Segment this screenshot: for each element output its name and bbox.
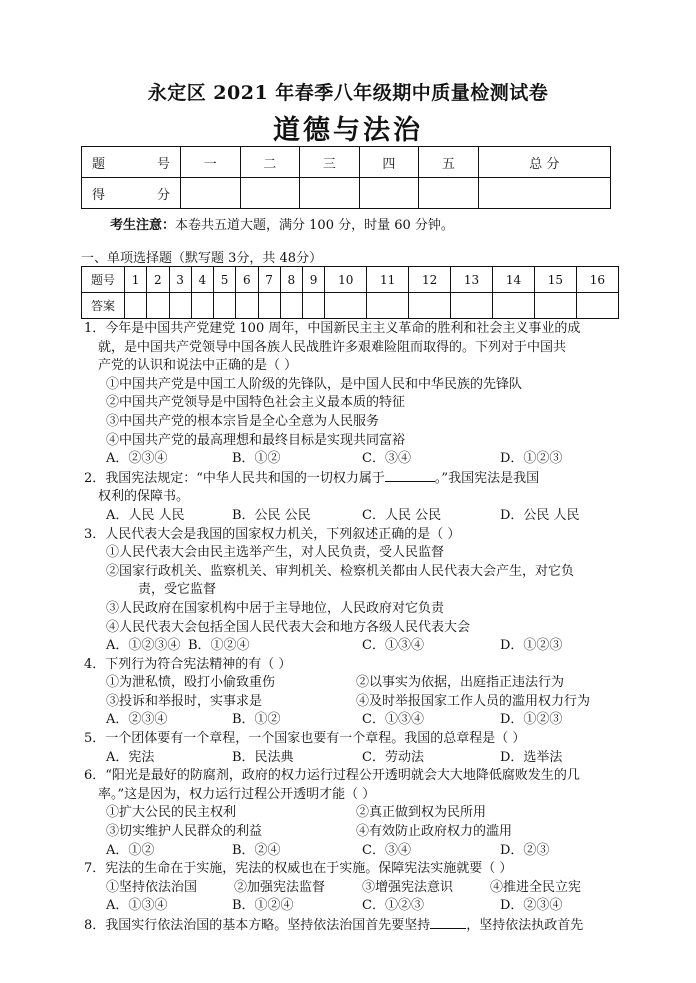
answer-cell[interactable] xyxy=(303,293,325,319)
exam-notice xyxy=(110,214,454,233)
answer-cell[interactable] xyxy=(534,293,576,319)
answer-number: 9 xyxy=(303,267,325,293)
statement: ④及时举报国家工作人员的滥用权力行为 xyxy=(356,693,591,709)
score-cell[interactable] xyxy=(359,178,419,209)
choice-c[interactable]: C．①③④ xyxy=(362,638,424,654)
statement: ④推进全民立宪 xyxy=(490,879,582,895)
score-cell[interactable] xyxy=(240,178,300,209)
question-text: 率。”这是因为，权力运行过程公开透明才能（ ） xyxy=(98,786,376,802)
answer-cell[interactable] xyxy=(451,293,493,319)
choice-b[interactable]: B．①② xyxy=(232,712,281,728)
question-text-part: 8．我国实行依法治国的基本方略。坚持依法治国首先要坚持 xyxy=(84,918,431,933)
question-text: 4．下列行为符合宪法精神的有（ ） xyxy=(84,656,292,672)
answer-number: 6 xyxy=(236,267,258,293)
score-col-2: 二 xyxy=(240,147,300,178)
question-text: 7．宪法的生命在于实施，宪法的权威也在于实施。保障宪法实施就要（ ） xyxy=(84,861,513,877)
answer-number: 13 xyxy=(451,267,493,293)
fill-blank[interactable] xyxy=(430,916,466,929)
choice-d[interactable]: D．②③④ xyxy=(500,898,563,914)
statement: ③人民政府在国家机构中居于主导地位，人民政府对它负责 xyxy=(106,600,445,616)
answer-table xyxy=(81,266,619,319)
score-col-5: 五 xyxy=(419,147,479,178)
statement: ①人民代表大会由民主选举产生，对人民负责，受人民监督 xyxy=(106,545,445,561)
choice-row xyxy=(84,842,614,861)
answer-cell[interactable] xyxy=(236,293,258,319)
choice-row xyxy=(84,749,614,768)
question-8 xyxy=(84,916,614,936)
answer-cell[interactable] xyxy=(191,293,213,319)
choice-row xyxy=(84,897,614,916)
subject-title: 道德与法治 xyxy=(273,115,423,146)
choice-d[interactable]: D．①②③ xyxy=(500,451,563,467)
statement: ①坚持依法治国 xyxy=(106,879,198,895)
choice-d[interactable]: D．公民 人民 xyxy=(500,507,580,523)
answer-cell[interactable] xyxy=(169,293,191,319)
score-col-1: 一 xyxy=(181,147,241,178)
score-table-header-row xyxy=(82,147,611,178)
choice-a[interactable]: A．②③④ xyxy=(106,451,168,467)
statement-row xyxy=(84,879,614,898)
answer-input-row xyxy=(82,293,619,319)
score-cell[interactable] xyxy=(181,178,241,209)
choice-d[interactable]: D．①②③ xyxy=(500,712,563,728)
question-text-part: 。”我国宪法是我国 xyxy=(434,470,540,486)
question-text: 3．人民代表大会是我国的国家权力机关，下列叙述正确的是（ ） xyxy=(84,526,461,542)
question-4 xyxy=(84,656,614,730)
question-text xyxy=(84,916,614,936)
answer-number: 10 xyxy=(325,267,367,293)
choice-c[interactable]: C．③④ xyxy=(362,451,411,467)
choice-b[interactable]: B．民法典 xyxy=(232,749,294,765)
statement: ③投诉和举报时，实事求是 xyxy=(106,693,263,709)
statement: ③增强宪法意识 xyxy=(362,879,454,895)
statement: ②以事实为依据，出庭指正违法行为 xyxy=(356,675,565,691)
statement: ③切实维护人民群众的利益 xyxy=(106,824,263,840)
choice-c[interactable]: C．人民 公民 xyxy=(362,507,442,523)
statement: ①扩大公民的民主权利 xyxy=(106,805,237,821)
answer-cell[interactable] xyxy=(147,293,169,319)
question-text xyxy=(84,469,614,489)
notice-label: 考生注意： xyxy=(110,218,176,233)
question-2 xyxy=(84,469,614,526)
answer-cell[interactable] xyxy=(280,293,302,319)
answer-number: 8 xyxy=(280,267,302,293)
answer-number: 2 xyxy=(147,267,169,293)
choice-row xyxy=(84,711,614,730)
question-7 xyxy=(84,860,614,916)
statement: ①为泄私愤，殴打小偷致重伤 xyxy=(106,675,276,691)
answer-number-row xyxy=(82,267,619,293)
statement: ③中国共产党的根本宗旨是全心全意为人民服务 xyxy=(106,413,380,429)
question-text: 产党的认识和说法中正确的是（ ） xyxy=(98,358,298,374)
choice-b[interactable]: B．②④ xyxy=(232,842,281,858)
question-text: 1．今年是中国共产党建党 100 周年，中国新民主主义革命的胜利和社会主义事业的成 xyxy=(84,321,581,336)
score-label: 得 分 xyxy=(82,178,181,209)
score-cell[interactable] xyxy=(478,178,610,209)
notice-text: 本卷共五道大题，满分 100 分，时量 60 分钟。 xyxy=(175,218,454,233)
statement: ②加强宪法监督 xyxy=(234,879,326,895)
question-text: 权利的保障书。 xyxy=(98,489,190,505)
question-6 xyxy=(84,767,614,860)
choice-d[interactable]: D．选举法 xyxy=(500,749,563,765)
answer-head-label: 题号 xyxy=(82,267,125,293)
choice-a[interactable]: A．人民 人民 xyxy=(106,507,185,523)
answer-cell[interactable] xyxy=(576,293,618,319)
statement-row xyxy=(84,674,614,693)
choice-row xyxy=(84,507,614,526)
answer-number: 3 xyxy=(169,267,191,293)
statement: ②真正做到权为民所用 xyxy=(356,805,487,821)
choice-b[interactable]: B．①② xyxy=(232,451,281,467)
choice-a[interactable]: A．①② xyxy=(106,842,155,858)
answer-number: 15 xyxy=(534,267,576,293)
statement: ①中国共产党是中国工人阶级的先锋队，是中国人民和中华民族的先锋队 xyxy=(106,376,523,392)
question-3 xyxy=(84,526,614,656)
statement: ④人民代表大会包括全国人民代表大会和地方各级人民代表大会 xyxy=(106,619,471,635)
score-col-4: 四 xyxy=(359,147,419,178)
answer-row-label: 答案 xyxy=(82,293,125,319)
statement: ②中国共产党领导是中国特色社会主义最本质的特征 xyxy=(106,395,406,411)
question-text: 就，是中国共产党领导中国各族人民战胜许多艰难险阻而取得的。下列对于中国共 xyxy=(98,339,567,355)
statement-row xyxy=(84,693,614,712)
statement-row xyxy=(84,804,614,823)
question-text-part: ，坚持依法执政首先 xyxy=(466,918,584,933)
answer-number: 16 xyxy=(576,267,618,293)
fill-blank[interactable] xyxy=(385,469,435,482)
statement: ④中国共产党的最高理想和最终目标是实现共同富裕 xyxy=(106,432,406,448)
choice-c[interactable]: C．①③④ xyxy=(362,712,424,728)
choice-c[interactable]: C．劳动法 xyxy=(362,749,424,765)
score-cell[interactable] xyxy=(419,178,479,209)
statement: ②国家行政机关、监察机关、审判机关、检察机关都由人民代表大会产生，对它负 xyxy=(106,563,575,579)
question-text: 6．“阳光是最好的防腐剂，政府的权力运行过程公开透明就会大大地降低腐败发生的几 xyxy=(84,768,580,784)
score-table-score-row xyxy=(82,178,611,209)
score-row-label: 题 号 xyxy=(82,147,181,178)
answer-number: 1 xyxy=(125,267,147,293)
choice-a[interactable]: A．①②③④ xyxy=(106,638,181,654)
statement: ④有效防止政府权力的滥用 xyxy=(356,824,513,840)
choice-a[interactable]: A．②③④ xyxy=(106,712,168,728)
choice-d[interactable]: D．②③ xyxy=(500,842,550,858)
answer-cell[interactable] xyxy=(214,293,236,319)
score-col-3: 三 xyxy=(300,147,360,178)
question-text-part: 2．我国宪法规定：“中华人民共和国的一切权力属于 xyxy=(84,470,385,486)
statement: 责，受它监督 xyxy=(138,582,217,598)
answer-number: 11 xyxy=(367,267,409,293)
statement-row xyxy=(84,823,614,842)
choice-row xyxy=(84,637,614,656)
answer-number: 14 xyxy=(493,267,535,293)
score-table xyxy=(81,146,611,209)
choice-b[interactable]: B．①②④ xyxy=(188,638,250,654)
choice-a[interactable]: A．①③④ xyxy=(106,898,168,914)
answer-number: 5 xyxy=(214,267,236,293)
exam-title: 永定区 2021 年春季八年级期中质量检测试卷 xyxy=(147,82,549,104)
answer-cell[interactable] xyxy=(367,293,409,319)
answer-cell[interactable] xyxy=(125,293,147,319)
choice-d[interactable]: D．①②③ xyxy=(500,638,563,654)
choice-b[interactable]: B．公民 公民 xyxy=(232,507,311,523)
answer-cell[interactable] xyxy=(325,293,367,319)
answer-cell[interactable] xyxy=(493,293,535,319)
question-text: 5．一个团体要有一个章程，一个国家也要有一个章程。我国的总章程是（ ） xyxy=(84,731,526,747)
answer-cell[interactable] xyxy=(258,293,280,319)
score-col-total: 总 分 xyxy=(478,147,610,178)
question-list xyxy=(84,320,614,936)
score-cell[interactable] xyxy=(300,178,360,209)
choice-row xyxy=(84,450,614,469)
question-5 xyxy=(84,730,614,767)
answer-number: 12 xyxy=(409,267,451,293)
choice-c[interactable]: C．①②③ xyxy=(362,898,424,914)
choice-a[interactable]: A．宪法 xyxy=(106,749,155,765)
choice-b[interactable]: B．①②④ xyxy=(232,898,294,914)
answer-number: 7 xyxy=(258,267,280,293)
section-title: 一、单项选择题（默写题 3分，共 48分） xyxy=(81,251,323,266)
answer-number: 4 xyxy=(191,267,213,293)
question-1 xyxy=(84,320,614,469)
answer-cell[interactable] xyxy=(409,293,451,319)
choice-c[interactable]: C．③④ xyxy=(362,842,411,858)
